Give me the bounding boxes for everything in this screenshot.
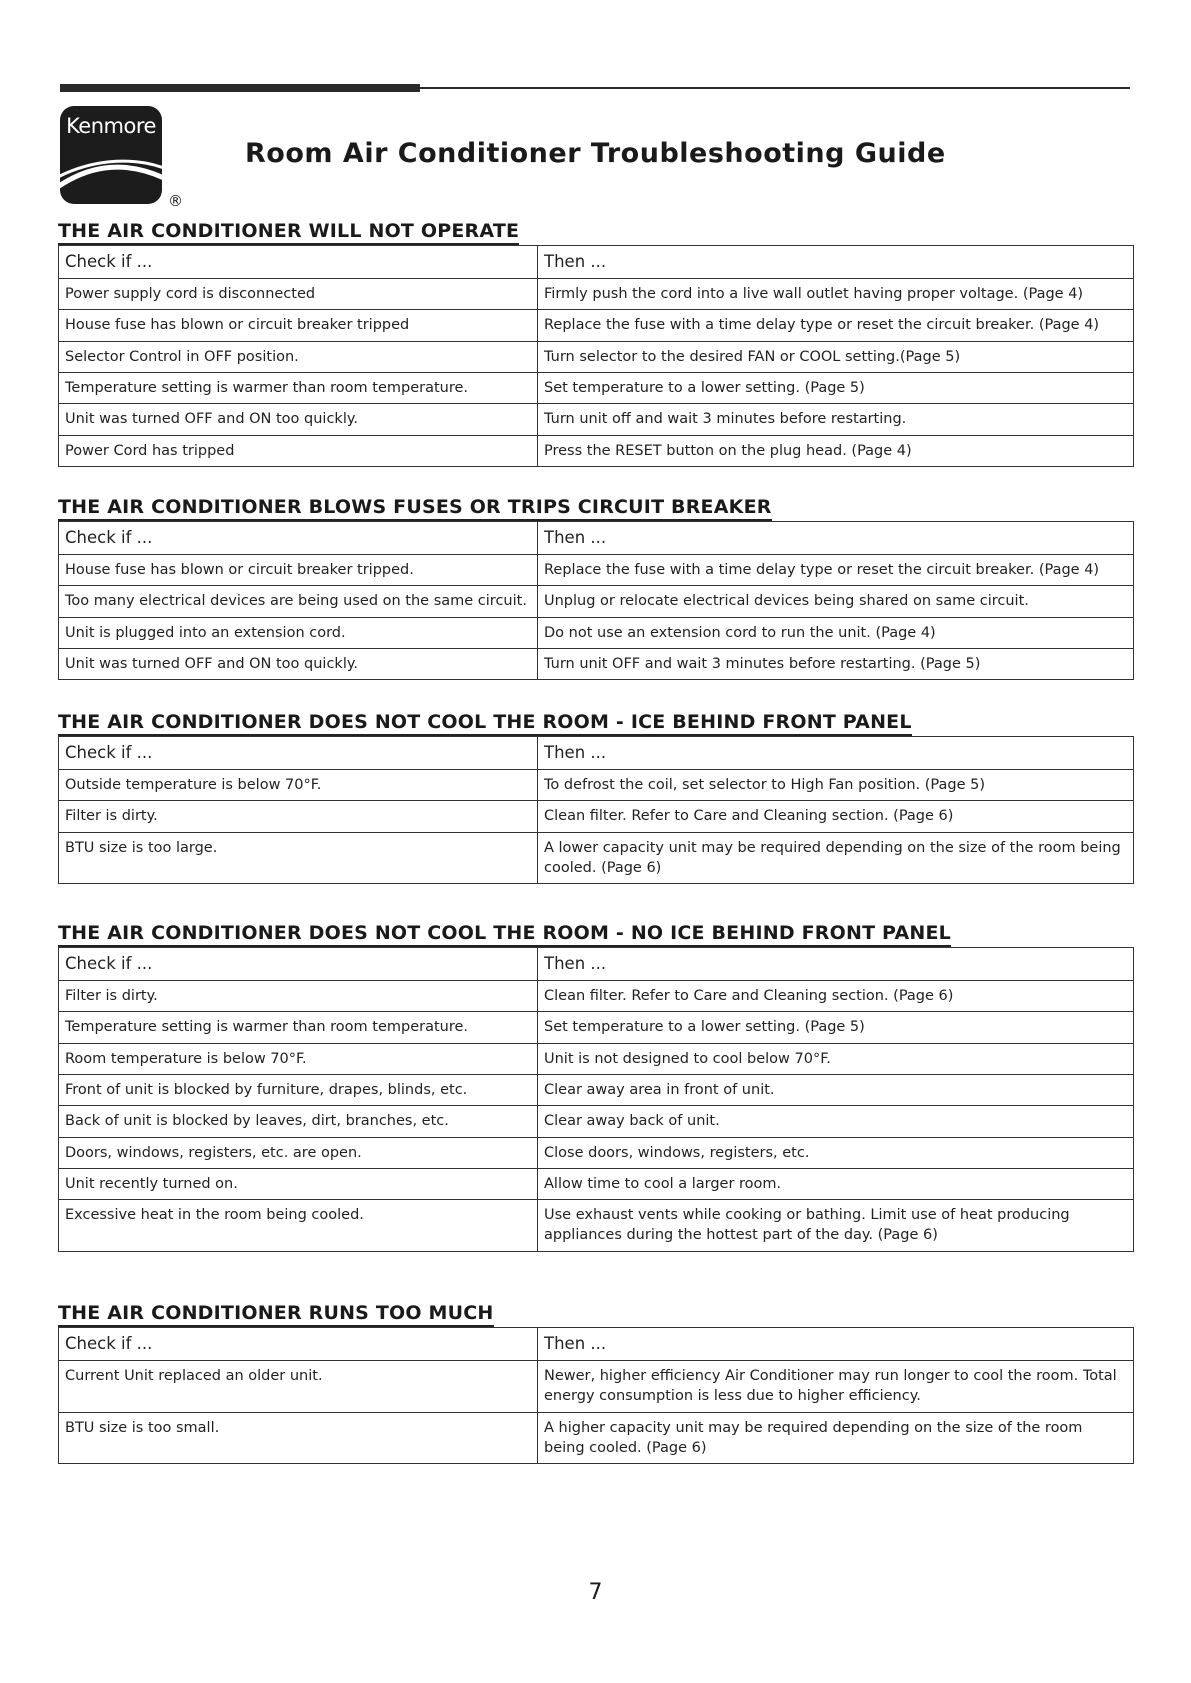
table-row	[59, 279, 1134, 310]
section-blows-fuses	[58, 496, 1134, 680]
then-cell: Clear away area in front of unit.	[538, 1074, 1134, 1105]
check-cell: Unit is plugged into an extension cord.	[59, 617, 538, 648]
check-cell: Unit was turned OFF and ON too quickly.	[59, 648, 538, 679]
table-row	[59, 1168, 1134, 1199]
then-cell: Close doors, windows, registers, etc.	[538, 1137, 1134, 1168]
table-row	[59, 586, 1134, 617]
table-row	[59, 1137, 1134, 1168]
check-header: Check if ...	[59, 246, 538, 279]
check-cell: BTU size is too large.	[59, 832, 538, 884]
table-row	[59, 404, 1134, 435]
table-row	[59, 981, 1134, 1012]
table-row	[59, 617, 1134, 648]
section-heading: THE AIR CONDITIONER DOES NOT COOL THE ROOM - ICE BEHIND FRONT PANEL	[58, 711, 912, 736]
table-header-row	[59, 246, 1134, 279]
check-cell: BTU size is too small.	[59, 1412, 538, 1464]
table-row	[59, 832, 1134, 884]
then-header: Then ...	[538, 246, 1134, 279]
then-cell: Firmly push the cord into a live wall outlet having proper voltage. (Page 4)	[538, 279, 1134, 310]
then-cell: Press the RESET button on the plug head. (Page 4)	[538, 435, 1134, 466]
table-row	[59, 1043, 1134, 1074]
then-cell: Clean filter. Refer to Care and Cleaning section. (Page 6)	[538, 801, 1134, 832]
table-row	[59, 648, 1134, 679]
check-cell: Room temperature is below 70°F.	[59, 1043, 538, 1074]
check-cell: Temperature setting is warmer than room temperature.	[59, 372, 538, 403]
table-header-row	[59, 737, 1134, 770]
table-header-row	[59, 1328, 1134, 1361]
section-no-ice-behind-panel	[58, 922, 1134, 1252]
then-cell: To defrost the coil, set selector to High Fan position. (Page 5)	[538, 770, 1134, 801]
troubleshooting-table	[58, 1327, 1134, 1464]
table-row	[59, 801, 1134, 832]
section-heading: THE AIR CONDITIONER BLOWS FUSES OR TRIPS CIRCUIT BREAKER	[58, 496, 772, 521]
then-header: Then ...	[538, 948, 1134, 981]
then-cell: Set temperature to a lower setting. (Page 5)	[538, 372, 1134, 403]
check-header: Check if ...	[59, 737, 538, 770]
then-header: Then ...	[538, 737, 1134, 770]
troubleshooting-table	[58, 521, 1134, 680]
check-cell: House fuse has blown or circuit breaker tripped.	[59, 555, 538, 586]
page-title: Room Air Conditioner Troubleshooting Guide	[245, 138, 946, 169]
check-cell: Unit was turned OFF and ON too quickly.	[59, 404, 538, 435]
check-cell: Unit recently turned on.	[59, 1168, 538, 1199]
then-cell: Turn selector to the desired FAN or COOL setting.(Page 5)	[538, 341, 1134, 372]
then-cell: Replace the fuse with a time delay type or reset the circuit breaker. (Page 4)	[538, 310, 1134, 341]
table-row	[59, 555, 1134, 586]
then-cell: Replace the fuse with a time delay type or reset the circuit breaker. (Page 4)	[538, 555, 1134, 586]
table-row	[59, 1200, 1134, 1252]
then-cell: Turn unit OFF and wait 3 minutes before restarting. (Page 5)	[538, 648, 1134, 679]
table-row	[59, 341, 1134, 372]
table-row	[59, 1074, 1134, 1105]
check-cell: Too many electrical devices are being used on the same circuit.	[59, 586, 538, 617]
table-row	[59, 1412, 1134, 1464]
then-cell: Use exhaust vents while cooking or bathing. Limit use of heat producing appliances during the hottest part of the day. (Page 6)	[538, 1200, 1134, 1252]
troubleshooting-table	[58, 736, 1134, 884]
check-cell: Front of unit is blocked by furniture, drapes, blinds, etc.	[59, 1074, 538, 1105]
then-cell: Unplug or relocate electrical devices being shared on same circuit.	[538, 586, 1134, 617]
check-cell: Temperature setting is warmer than room temperature.	[59, 1012, 538, 1043]
section-runs-too-much	[58, 1302, 1134, 1464]
check-cell: Power Cord has tripped	[59, 435, 538, 466]
check-cell: Excessive heat in the room being cooled.	[59, 1200, 538, 1252]
then-cell: A lower capacity unit may be required depending on the size of the room being cooled. (Page 6)	[538, 832, 1134, 884]
section-will-not-operate	[58, 220, 1134, 467]
check-header: Check if ...	[59, 522, 538, 555]
check-cell: Doors, windows, registers, etc. are open.	[59, 1137, 538, 1168]
then-cell: Turn unit off and wait 3 minutes before restarting.	[538, 404, 1134, 435]
table-row	[59, 1361, 1134, 1413]
then-cell: Do not use an extension cord to run the unit. (Page 4)	[538, 617, 1134, 648]
table-header-row	[59, 522, 1134, 555]
logo-swoosh-icon	[60, 148, 162, 204]
then-cell: Unit is not designed to cool below 70°F.	[538, 1043, 1134, 1074]
header-rule	[60, 84, 1130, 92]
table-row	[59, 1106, 1134, 1137]
then-cell: A higher capacity unit may be required depending on the size of the room being cooled. (Page 6)	[538, 1412, 1134, 1464]
table-row	[59, 372, 1134, 403]
table-row	[59, 770, 1134, 801]
section-heading: THE AIR CONDITIONER DOES NOT COOL THE ROOM - NO ICE BEHIND FRONT PANEL	[58, 922, 951, 947]
table-row	[59, 1012, 1134, 1043]
then-cell: Allow time to cool a larger room.	[538, 1168, 1134, 1199]
section-heading: THE AIR CONDITIONER WILL NOT OPERATE	[58, 220, 519, 245]
check-cell: Power supply cord is disconnected	[59, 279, 538, 310]
section-ice-behind-panel	[58, 711, 1134, 884]
registered-mark: ®	[168, 192, 183, 210]
then-cell: Clean filter. Refer to Care and Cleaning section. (Page 6)	[538, 981, 1134, 1012]
check-cell: Current Unit replaced an older unit.	[59, 1361, 538, 1413]
section-heading: THE AIR CONDITIONER RUNS TOO MUCH	[58, 1302, 494, 1327]
check-cell: Filter is dirty.	[59, 981, 538, 1012]
then-cell: Newer, higher efficiency Air Conditioner may run longer to cool the room. Total energy consumption is less due to higher efficiency.	[538, 1361, 1134, 1413]
check-header: Check if ...	[59, 948, 538, 981]
logo-wordmark: Kenmore	[66, 114, 156, 138]
then-cell: Clear away back of unit.	[538, 1106, 1134, 1137]
table-header-row	[59, 948, 1134, 981]
check-cell: Back of unit is blocked by leaves, dirt, branches, etc.	[59, 1106, 538, 1137]
troubleshooting-table	[58, 245, 1134, 467]
then-header: Then ...	[538, 1328, 1134, 1361]
check-cell: Filter is dirty.	[59, 801, 538, 832]
table-row	[59, 310, 1134, 341]
table-row	[59, 435, 1134, 466]
then-cell: Set temperature to a lower setting. (Page 5)	[538, 1012, 1134, 1043]
check-cell: Selector Control in OFF position.	[59, 341, 538, 372]
kenmore-logo	[60, 106, 162, 204]
check-cell: House fuse has blown or circuit breaker tripped	[59, 310, 538, 341]
troubleshooting-table	[58, 947, 1134, 1252]
page-number: 7	[588, 1580, 603, 1605]
then-header: Then ...	[538, 522, 1134, 555]
check-header: Check if ...	[59, 1328, 538, 1361]
check-cell: Outside temperature is below 70°F.	[59, 770, 538, 801]
